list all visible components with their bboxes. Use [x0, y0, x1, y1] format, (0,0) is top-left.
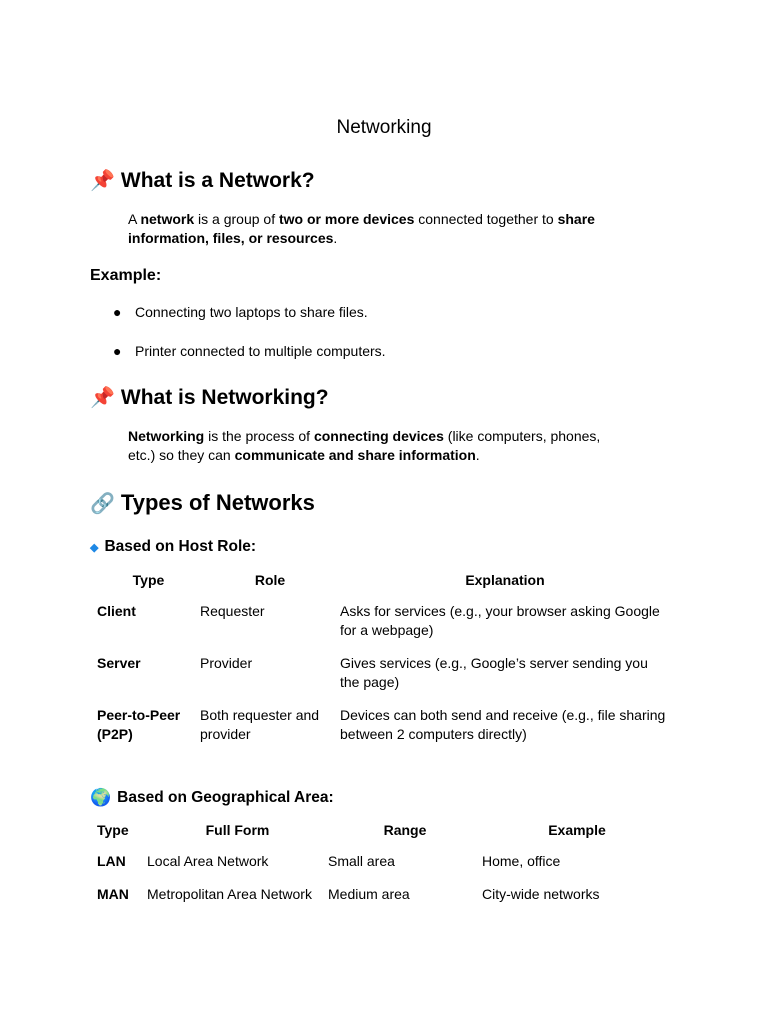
cell-explanation: Gives services (e.g., Google’s server sending you the page) [340, 655, 648, 690]
cell-type: Peer-to-Peer (P2P) [97, 707, 181, 742]
heading-what-is-networking: 📌 What is Networking? [90, 385, 329, 409]
cell-full-form: Local Area Network [147, 853, 269, 869]
text-run: is the process of [204, 428, 314, 444]
bullet-icon: ● [113, 343, 122, 359]
bold-text: communicate and share information [234, 447, 476, 463]
heading-geographical-area: 🌍 Based on Geographical Area: [90, 788, 334, 807]
cell-example: City-wide networks [482, 886, 600, 902]
cell-explanation: Asks for services (e.g., your browser asking Google for a webpage) [340, 603, 660, 638]
cell-type: Client [97, 603, 136, 619]
globe-icon: 🌍 [90, 788, 112, 807]
geographical-table [97, 822, 672, 918]
cell-role: Requester [200, 603, 265, 619]
text-run: is a group of [194, 211, 279, 227]
bullet-icon: ● [113, 304, 122, 320]
cell-example: Home, office [482, 853, 561, 869]
cell-explanation: Devices can both send and receive (e.g., file sharing between 2 computers directly) [340, 707, 666, 742]
column-header-explanation: Explanation [465, 572, 545, 588]
cell-full-form: Metropolitan Area Network [147, 886, 312, 902]
bold-text: network [140, 211, 195, 227]
cell-type: MAN [97, 886, 129, 902]
cell-range: Small area [328, 853, 395, 869]
pushpin-icon: 📌 [90, 387, 115, 409]
table-header-row [97, 822, 672, 852]
cell-role: Both requester and provider [200, 707, 320, 742]
table-row [97, 885, 672, 918]
pushpin-icon: 📌 [90, 170, 115, 192]
heading-host-role: ◆ Based on Host Role: [90, 538, 257, 555]
table-row [97, 654, 670, 706]
bold-text: connecting devices [313, 428, 444, 444]
column-header-example: Example [548, 822, 606, 838]
host-role-table [97, 572, 670, 758]
cell-range: Medium area [328, 886, 410, 902]
link-icon: 🔗 [90, 492, 115, 515]
text-run: . [333, 230, 338, 246]
column-header-type: Type [97, 822, 129, 838]
column-header-type: Type [132, 572, 165, 588]
cell-type: LAN [97, 853, 126, 869]
document-title: Networking [336, 117, 432, 138]
heading-example: Example: [90, 267, 162, 284]
table-row [97, 706, 670, 758]
table-row [97, 852, 672, 885]
heading-what-is-network: 📌 What is a Network? [90, 168, 315, 192]
text-run: connected together to [414, 211, 558, 227]
heading-types-of-networks: 🔗 Types of Networks [90, 490, 315, 515]
paragraph-network-definition [128, 210, 628, 248]
bold-text: Networking [128, 428, 205, 444]
text-run: A [128, 211, 141, 227]
list-item: ● Printer connected to multiple computers. [113, 343, 386, 359]
text-run: (like computers, phones, etc.) so they can [128, 428, 601, 463]
list-item: ● Connecting two laptops to share files. [113, 304, 368, 320]
bold-text: two or more devices [278, 211, 415, 227]
paragraph-networking-definition [128, 427, 628, 465]
column-header-role: Role [254, 572, 286, 588]
table-row [97, 602, 670, 654]
column-header-full-form: Full Form [205, 822, 270, 838]
table-header-row [97, 572, 670, 602]
text-run: . [475, 447, 480, 463]
small-blue-diamond-icon: ◆ [90, 541, 99, 554]
bold-text: share information, files, or resources [128, 211, 595, 246]
column-header-range: Range [383, 822, 427, 838]
cell-role: Provider [200, 655, 253, 671]
cell-type: Server [97, 655, 141, 671]
